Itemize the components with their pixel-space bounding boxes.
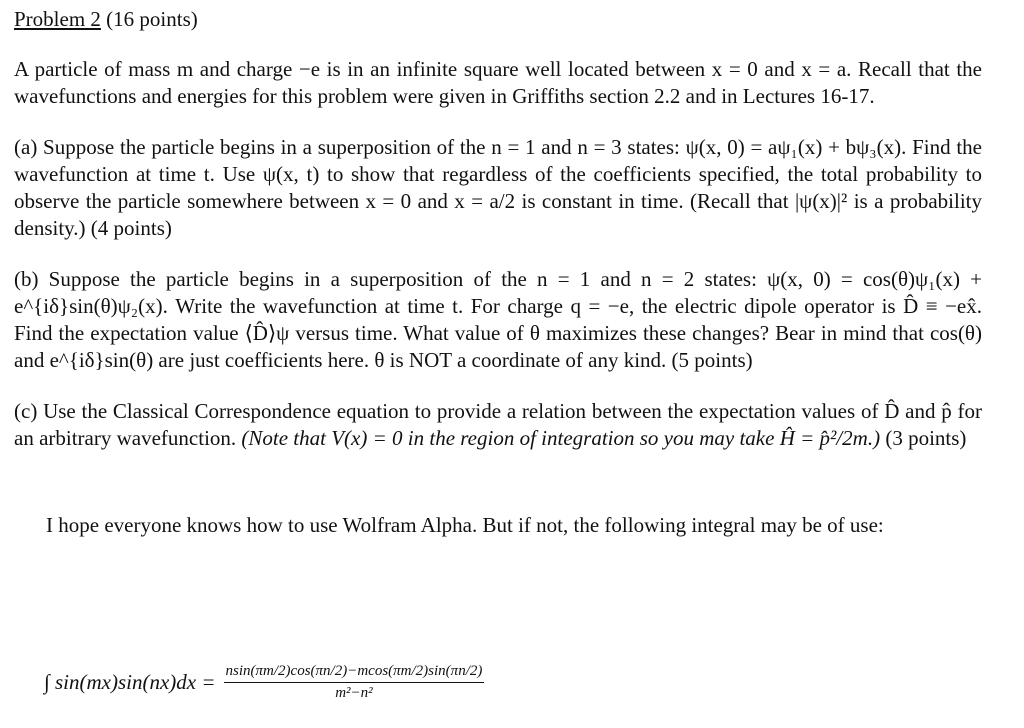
problem-title <box>14 6 982 32</box>
problem-points: (16 points) <box>106 7 198 31</box>
intro-paragraph: A particle of mass m and charge −e is in an infinite square well located between x = 0 and x = a. Recall that the wavefunctions and energies for this problem were given in Griffiths section 2.2 and in Lectures 16-17. <box>14 57 982 108</box>
part-a-paragraph: (a) Suppose the particle begins in a superposition of the n = 1 and n = 3 states: ψ(x, 0) = aψ₁(x) + bψ₃(x). Find the wavefunction at time t. Use ψ(x, t) to show that regardless of the coefficients specified, the total probability to observe the particle somewhere between x = 0 and x = a/2 is constant in time. (Recall that |ψ(x)|² is a probability density.) (4 points) <box>14 135 982 240</box>
integral-fraction <box>224 662 485 702</box>
integral-denominator: m²−n² <box>335 685 373 701</box>
integral-formula <box>44 662 484 702</box>
part-c-paragraph <box>14 398 982 452</box>
problem-label: Problem 2 <box>14 7 101 31</box>
integral-numerator: nsin(πm/2)cos(πn/2)−mcos(πm/2)sin(πn/2) <box>224 662 485 683</box>
closing-paragraph: I hope everyone knows how to use Wolfram Alpha. But if not, the following integral may be of use: <box>46 513 884 537</box>
integral-lhs: ∫ sin(mx)sin(nx)dx = <box>44 669 216 694</box>
problem-page <box>14 6 982 563</box>
part-b-paragraph: (b) Suppose the particle begins in a superposition of the n = 1 and n = 2 states: ψ(x, 0) = cos(θ)ψ₁(x) + e^{iδ}sin(θ)ψ₂(x). Write the wavefunction at time t. For charge q = −e, the electric dipole operator is D̂ ≡ −ex̂. Find the expectation value ⟨D̂⟩ψ versus time. What value of θ maximizes these changes? Bear in mind that cos(θ) and e^{iδ}sin(θ) are just coefficients here. θ is NOT a coordinate of any kind. (5 points) <box>14 267 982 372</box>
part-c-note: (Note that V(x) = 0 in the region of integration so you may take Ĥ = p̂²/2m.) <box>241 426 881 450</box>
part-c-points: (3 points) <box>885 426 967 450</box>
part-c-text: (c) Use the Classical Correspondence equation to provide a relation between the expectation values of D̂ and p̂ for an arbitrary wavefunction. <box>14 399 982 450</box>
